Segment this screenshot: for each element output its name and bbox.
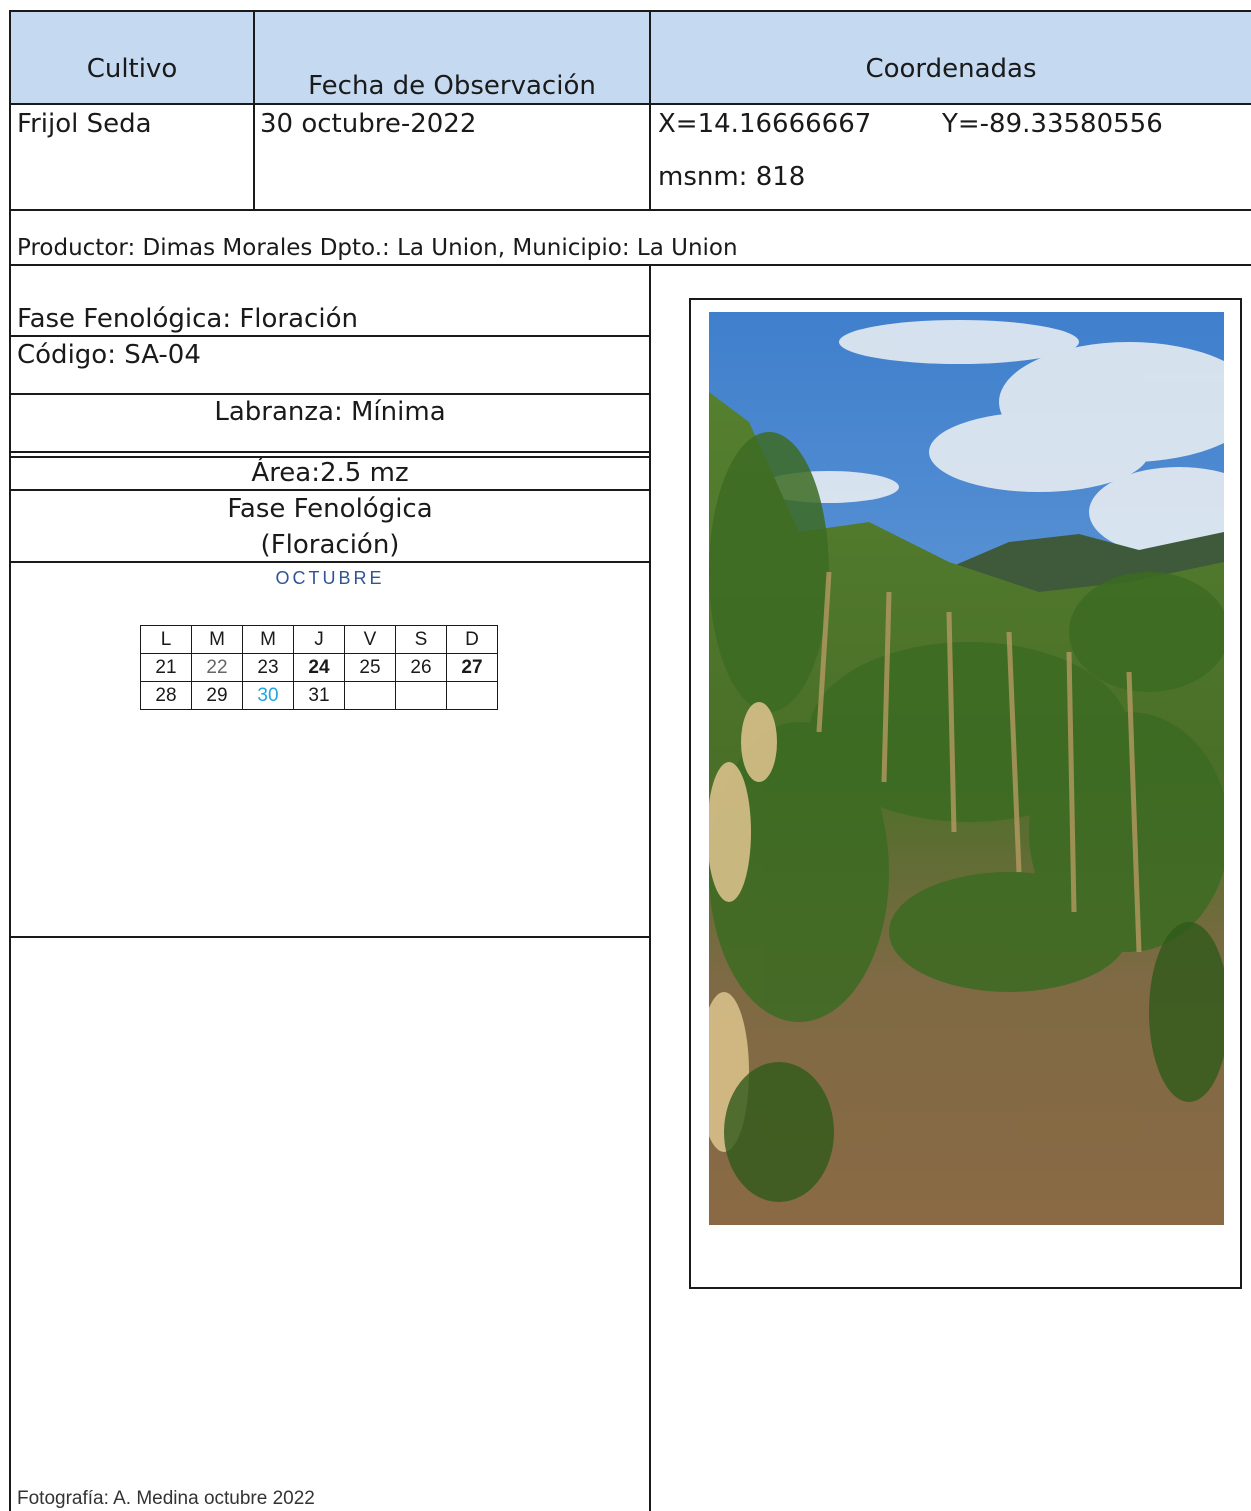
area: Área:2.5 mz [251, 458, 409, 488]
weekday-s: S [396, 626, 447, 654]
area-divider [9, 489, 651, 491]
fase-paren: (Floración) [260, 530, 400, 560]
labranza-divider-1 [9, 451, 651, 453]
calendar-day: 24 [294, 654, 345, 682]
fase-divider [9, 335, 651, 337]
fecha-value: 30 octubre-2022 [260, 109, 477, 139]
calendar-day: 21 [141, 654, 192, 682]
header-fecha: Fecha de Observación [308, 71, 596, 101]
fase-block-divider [9, 561, 651, 563]
table-border-left [9, 10, 11, 1511]
calendar-day: 25 [345, 654, 396, 682]
calendar-table [140, 625, 498, 710]
calendar-day: 29 [192, 682, 243, 710]
calendar-block-divider [9, 936, 651, 938]
weekday-m: M [192, 626, 243, 654]
header-divider [9, 103, 1251, 105]
weekday-m2: M [243, 626, 294, 654]
month-label: OCTUBRE [275, 568, 385, 588]
row-divider [9, 209, 1251, 211]
calendar-day: 26 [396, 654, 447, 682]
header-coordenadas: Coordenadas [865, 54, 1037, 84]
table-border-top [9, 10, 1251, 12]
calendar-week-2 [141, 682, 498, 710]
labranza: Labranza: Mínima [214, 397, 446, 427]
weekday-l: L [141, 626, 192, 654]
calendar-week-1 [141, 654, 498, 682]
calendar-day-empty [396, 682, 447, 710]
fase-title: Fase Fenológica [227, 494, 433, 524]
weekday-v: V [345, 626, 396, 654]
fase-label: Fase Fenológica [17, 304, 223, 334]
calendar-day-observed: 30 [243, 682, 294, 710]
coord-y: Y=-89.33580556 [942, 109, 1163, 139]
col-divider-1 [253, 10, 255, 211]
cultivo-value: Frijol Seda [17, 109, 152, 139]
codigo: Código: SA-04 [17, 340, 201, 370]
photo-caption: Fotografía: A. Medina octubre 2022 [17, 1488, 315, 1509]
calendar-day: 28 [141, 682, 192, 710]
msnm-value: msnm: 818 [658, 162, 806, 192]
fase-fenologica-line [17, 304, 358, 334]
weekday-j: J [294, 626, 345, 654]
coord-x: X=14.16666667 [658, 109, 872, 139]
calendar-day: 27 [447, 654, 498, 682]
productor-divider [9, 264, 1251, 266]
calendar-header-row [141, 626, 498, 654]
fase-value: : Floración [222, 304, 358, 334]
codigo-divider [9, 393, 651, 395]
calendar-day-empty [345, 682, 396, 710]
calendar-day: 22 [192, 654, 243, 682]
field-photo [709, 312, 1224, 1225]
calendar-day: 31 [294, 682, 345, 710]
col-divider-2 [649, 10, 651, 211]
weekday-d: D [447, 626, 498, 654]
header-cultivo: Cultivo [86, 54, 178, 84]
calendar-day-empty [447, 682, 498, 710]
calendar-day: 23 [243, 654, 294, 682]
productor-line: Productor: Dimas Morales Dpto.: La Union, Municipio: La Union [17, 235, 738, 261]
